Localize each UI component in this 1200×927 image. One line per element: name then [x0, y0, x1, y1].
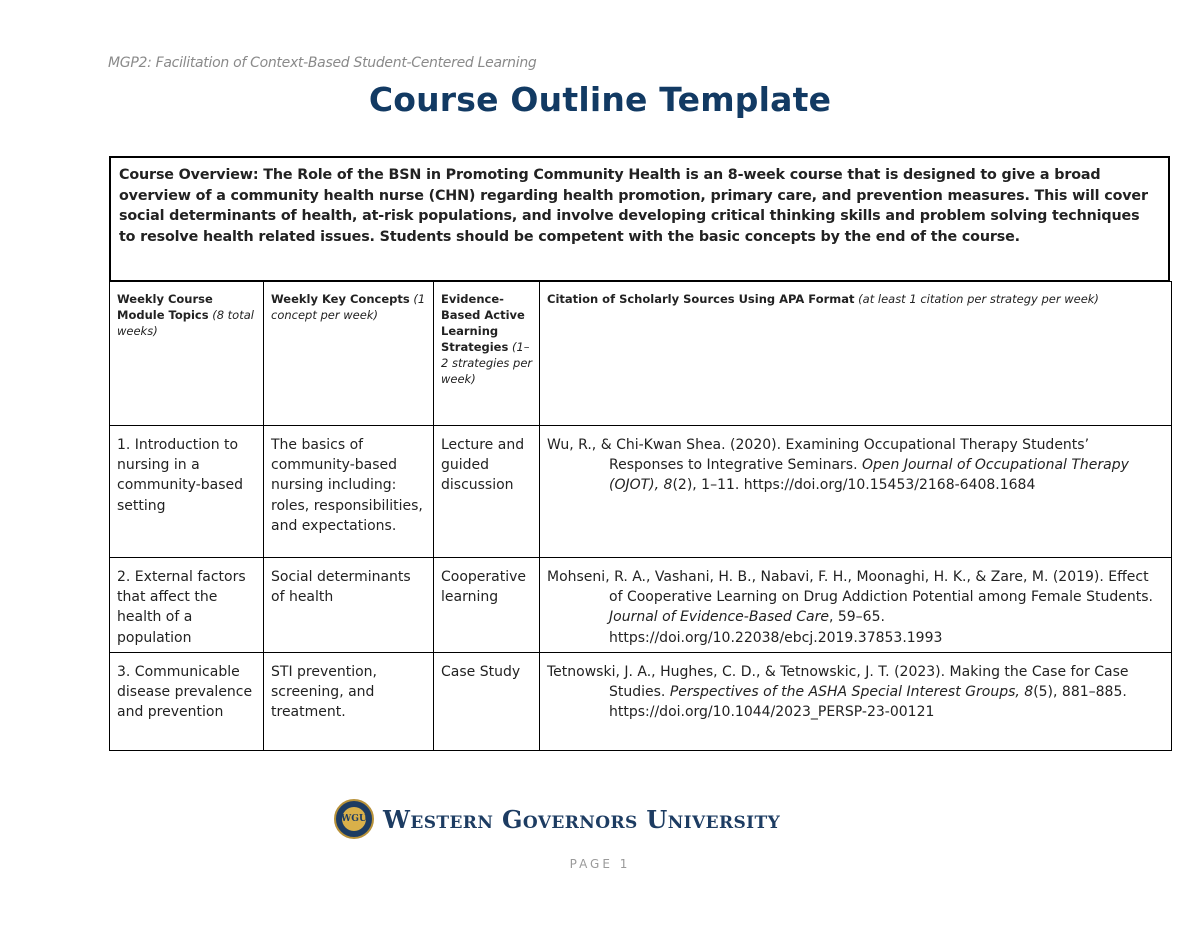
- seal-monogram: WGU: [342, 807, 366, 831]
- university-seal-icon: [334, 799, 374, 839]
- university-name: Western Governors University: [383, 804, 781, 834]
- citation-cell: Mohseni, R. A., Vashani, H. B., Nabavi, F. H., Moonaghi, H. K., & Zare, M. (2019). Effect of Cooperative Learning on Drug Addiction Potential among Female Students. Journal of Evidence-Based Care, 59–65. https://doi.org/10.22038/ebcj.2019.37853.1993: [540, 558, 1172, 653]
- column-header-concepts: Weekly Key Concepts (1 concept per week): [264, 282, 434, 426]
- page-title: Course Outline Template: [368, 80, 832, 119]
- citation-cell: Wu, R., & Chi-Kwan Shea. (2020). Examining Occupational Therapy Students’ Responses to Integrative Seminars. Open Journal of Occupational Therapy (OJOT), 8(2), 1–11. https://doi.org/10.15453/2168-6408.1684: [540, 426, 1172, 558]
- course-code-note: MGP2: Facilitation of Context-Based Student-Centered Learning: [108, 55, 537, 71]
- course-outline-table: [109, 281, 1172, 751]
- table-row: [110, 652, 1172, 750]
- column-header-topics: Weekly Course Module Topics (8 total weeks): [110, 282, 264, 426]
- concept-cell: STI prevention, screening, and treatment.: [264, 652, 434, 750]
- strategy-cell: Case Study: [434, 652, 540, 750]
- topic-cell: 1. Introduction to nursing in a community-based setting: [110, 426, 264, 558]
- course-overview: Course Overview: The Role of the BSN in Promoting Community Health is an 8-week course that is designed to give a broad overview of a community health nurse (CHN) regarding health promotion, primary care, and prevention measures. This will cover social determinants of health, at-risk populations, and involve developing critical thinking skills and problem solving techniques to resolve health related issues. Students should be competent with the basic concepts by the end of the course.: [109, 156, 1170, 281]
- column-header-strategies: Evidence-Based Active Learning Strategies (1–2 strategies per week): [434, 282, 540, 426]
- table-header-row: [110, 282, 1172, 426]
- strategy-cell: Cooperative learning: [434, 558, 540, 653]
- table-row: [110, 558, 1172, 653]
- strategy-cell: Lecture and guided discussion: [434, 426, 540, 558]
- topic-cell: 3. Communicable disease prevalence and prevention: [110, 652, 264, 750]
- citation-cell: Tetnowski, J. A., Hughes, C. D., & Tetnowskic, J. T. (2023). Making the Case for Case Studies. Perspectives of the ASHA Special Interest Groups, 8(5), 881–885. https://doi.org/10.1044/2023_PERSP-23-00121: [540, 652, 1172, 750]
- topic-cell: 2. External factors that affect the health of a population: [110, 558, 264, 653]
- column-header-citations: Citation of Scholarly Sources Using APA Format (at least 1 citation per strategy per week): [540, 282, 1172, 426]
- university-logo: [334, 798, 844, 840]
- page-number: PAGE 1: [569, 857, 631, 871]
- table-row: [110, 426, 1172, 558]
- concept-cell: The basics of community-based nursing including: roles, responsibilities, and expectations.: [264, 426, 434, 558]
- concept-cell: Social determinants of health: [264, 558, 434, 653]
